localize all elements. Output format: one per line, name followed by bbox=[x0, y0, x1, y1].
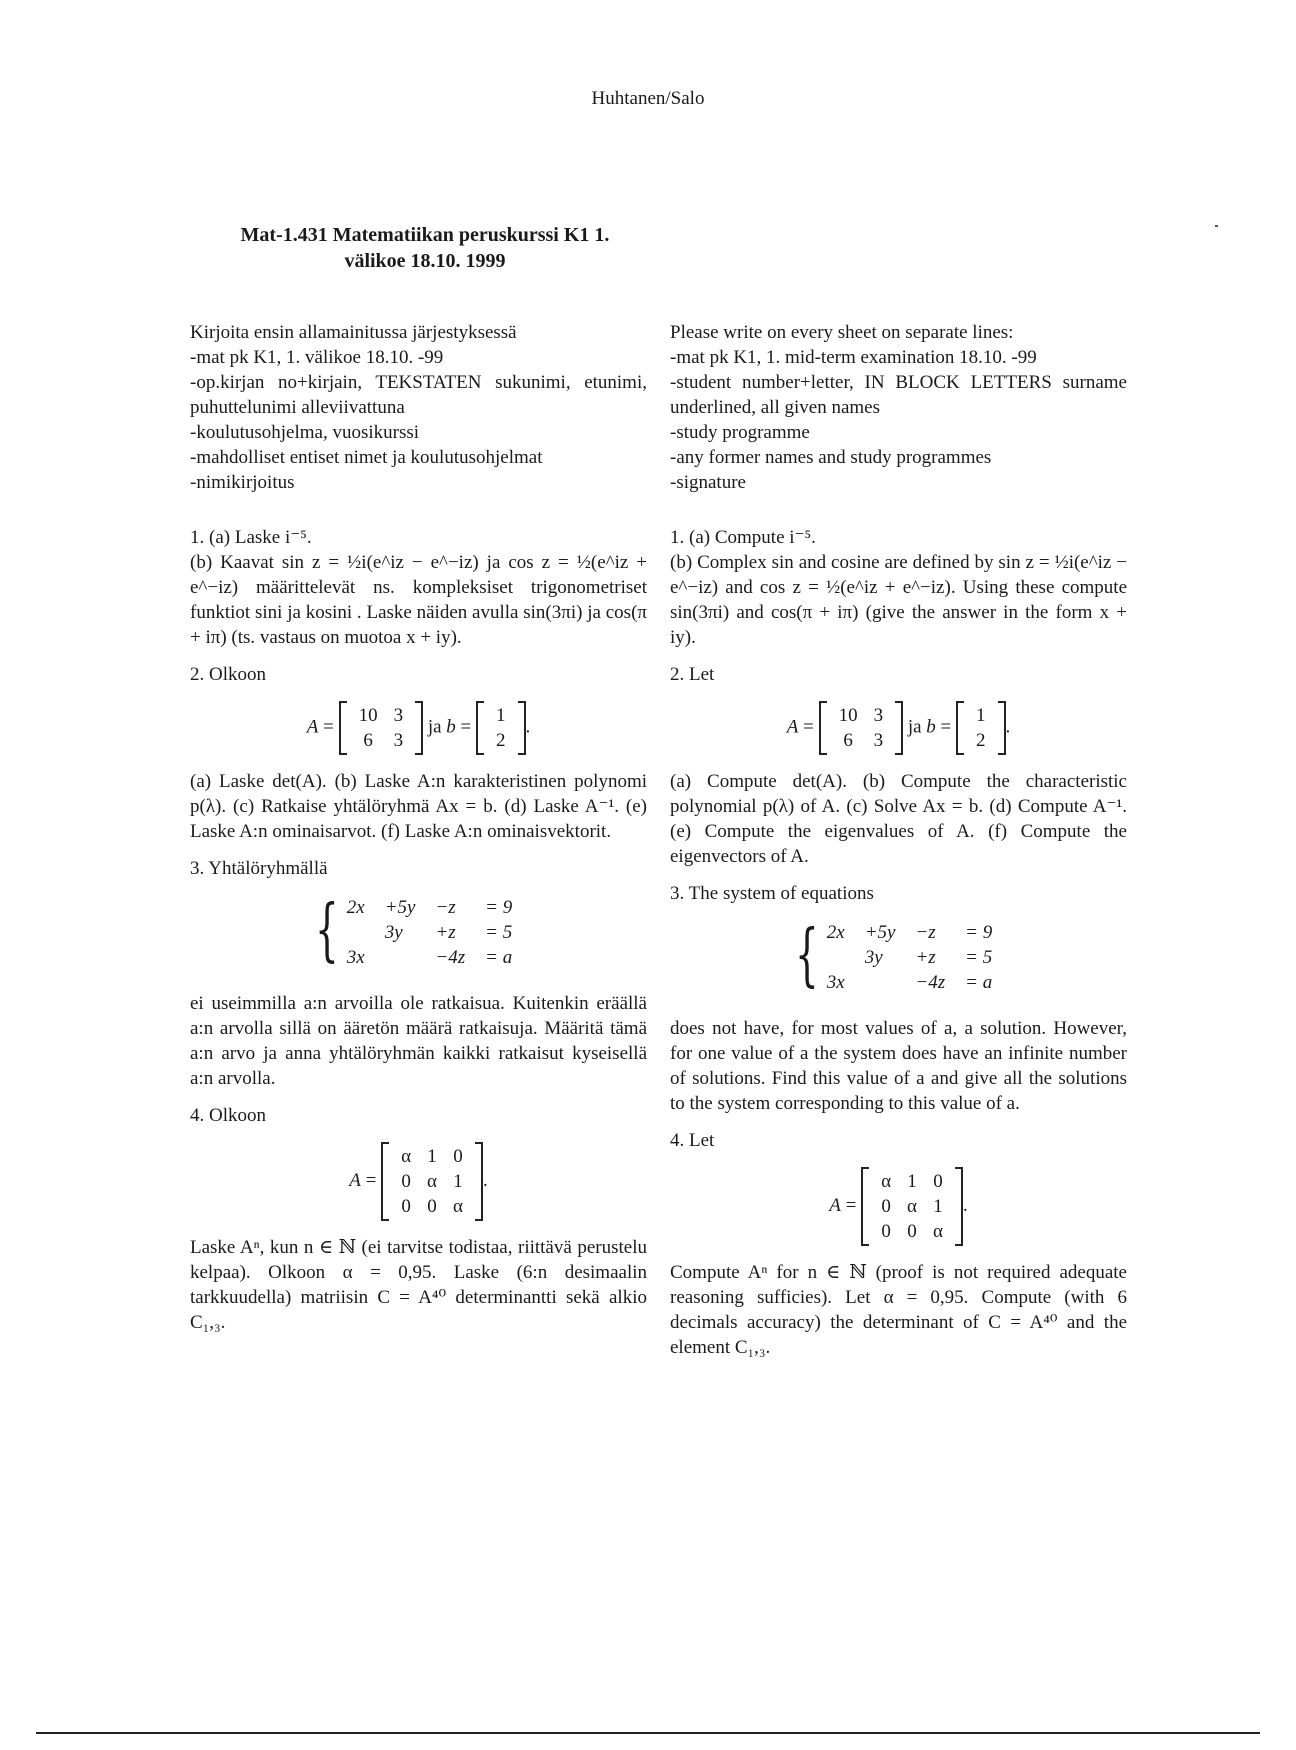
system-cell: = 9 bbox=[965, 922, 993, 943]
system-cell: +5y bbox=[384, 897, 416, 918]
en-intro-line: -signature bbox=[670, 472, 746, 493]
en-intro-line: Please write on every sheet on separate lines: bbox=[670, 322, 1014, 343]
matrix_A4-cell: α bbox=[401, 1146, 412, 1167]
system-cell: +5y bbox=[864, 922, 896, 943]
system-cell: = 9 bbox=[485, 897, 513, 918]
fi-question-2-intro: 2. Olkoon bbox=[190, 664, 266, 685]
fi-question-1b: (b) Kaavat sin z = ½i(e^iz − e^−iz) ja cos z = ½(e^iz + e^−iz) määrittelevät ns. kompleksiset trigonometriset funktiot sini ja kosini . Laske näiden avulla sin(3πi) ja cos(π + iπ) (ts. vastaus on muotoa x + iy). bbox=[190, 552, 647, 648]
fi-intro-line: -op.kirjan no+kirjain, TEKSTATEN sukunimi, etunimi, puhuttelunimi alleviivattuna bbox=[190, 372, 647, 418]
fi-equation-system: { 2x +5y −z = 9 3y +z = 5 3x −4z = a bbox=[190, 895, 647, 977]
fi-question-2-text: (a) Laske det(A). (b) Laske A:n karakteristinen polynomi p(λ). (c) Ratkaise yhtälöryhmä Ax = b. (d) Laske A⁻¹. (e) Laske A:n ominaisarvot. (f) Laske A:n ominaisvektorit. bbox=[190, 771, 647, 842]
system-cell: −z bbox=[915, 922, 936, 943]
en-question-3-intro: 3. The system of equations bbox=[670, 883, 874, 904]
vector_b-cell: 2 bbox=[496, 730, 506, 751]
fi-intro-line: -nimikirjoitus bbox=[190, 472, 295, 493]
matrix_A4-cell: 0 bbox=[453, 1146, 463, 1167]
en-matrix-A4: A = α 1 0 0 α 1 0 0 α . bbox=[670, 1167, 1127, 1246]
fi-intro-line: -koulutusohjelma, vuosikurssi bbox=[190, 422, 420, 443]
margin-mark bbox=[1215, 225, 1218, 227]
matrix_A4-cell: α bbox=[933, 1221, 943, 1242]
matrix_A4-cell: 0 bbox=[881, 1196, 891, 1217]
english-column bbox=[670, 320, 1127, 1360]
en-question-3-text: does not have, for most values of a, a solution. However, for one value of a the system does have an infinite number of solutions. Find this value of a and give all the solutions to the system corresponding to this value of a. bbox=[670, 1018, 1127, 1114]
matrix_A2-cell: 3 bbox=[393, 730, 404, 751]
exam-title-line1: Mat-1.431 Matematiikan peruskurssi K1 1. bbox=[240, 224, 610, 246]
system-cell: = a bbox=[965, 972, 993, 993]
vector-b bbox=[476, 701, 526, 755]
en-equation-system: { 2x +5y −z = 9 3y +z = 5 3x −4z = a bbox=[670, 920, 1127, 1002]
system-cell: = 5 bbox=[485, 922, 513, 943]
matrix-A bbox=[339, 701, 424, 755]
system-cell: 3y bbox=[864, 947, 883, 968]
system-cell bbox=[855, 970, 906, 995]
fi-intro bbox=[190, 320, 647, 495]
matrix_A4-cell: α bbox=[427, 1171, 438, 1192]
bottom-rule bbox=[36, 1732, 1260, 1734]
fi-question-3-intro: 3. Yhtälöryhmällä bbox=[190, 858, 328, 879]
matrix_A4-cell: 0 bbox=[427, 1196, 437, 1217]
fi-matrix-equation: A = 10 3 6 3 ja b = 1 2 . bbox=[190, 701, 647, 755]
vector_b-cell: 1 bbox=[976, 705, 986, 726]
matrix_A2-cell: 3 bbox=[873, 730, 884, 751]
en-question-2-intro: 2. Let bbox=[670, 664, 715, 685]
fi-matrix-A4: A = α 1 0 0 α 1 0 0 α . bbox=[190, 1142, 647, 1221]
en-intro bbox=[670, 320, 1127, 495]
system-cell: −4z bbox=[915, 972, 946, 993]
en-question-1b: (b) Complex sin and cosine are defined by sin z = ½i(e^iz − e^−iz) and cos z = ½(e^iz + e^−iz). Using these compute sin(3πi) and cos(π + iπ) (give the answer in the form x + iy). bbox=[670, 552, 1127, 648]
matrix_A4-cell: 1 bbox=[453, 1171, 463, 1192]
system-cell bbox=[337, 920, 375, 945]
matrix_A2-cell: 10 bbox=[358, 705, 378, 726]
matrix_A4-cell: α bbox=[907, 1196, 918, 1217]
matrix_A2-cell: 3 bbox=[393, 705, 404, 726]
system-cell: −z bbox=[435, 897, 456, 918]
matrix_A4-cell: 1 bbox=[907, 1171, 917, 1192]
matrix_A2-cell: 10 bbox=[838, 705, 858, 726]
en-question-4-intro: 4. Let bbox=[670, 1130, 715, 1151]
system-cell: 2x bbox=[826, 922, 845, 943]
system-cell: 3x bbox=[826, 972, 845, 993]
fi-question-3-text: ei useimmilla a:n arvoilla ole ratkaisua. Kuitenkin eräällä a:n arvolla sillä on ääretön määrä ratkaisuja. Määritä tämä a:n arvo ja anna yhtälöryhmän kaikki ratkaisut kyseisellä a:n arvolla. bbox=[190, 993, 647, 1089]
fi-question-4-text: Laske Aⁿ, kun n ∈ ℕ (ei tarvitse todistaa, riittävä perustelu kelpaa). Olkoon α = 0,95. Laske (6:n desimaalin tarkkuudella) matriisin C = A⁴⁰ determinantti sekä alkio C₁,₃. bbox=[190, 1237, 647, 1333]
system-cell: = a bbox=[485, 947, 513, 968]
page-header: Huhtanen/Salo bbox=[591, 88, 705, 109]
en-matrix-equation: A = 10 3 6 3 ja b = 1 2 . bbox=[670, 701, 1127, 755]
matrix_A4-cell: 1 bbox=[427, 1146, 437, 1167]
matrix_A2-cell: 3 bbox=[873, 705, 884, 726]
matrix_A4-cell: 1 bbox=[933, 1196, 943, 1217]
system-cell: = 5 bbox=[965, 947, 993, 968]
fi-intro-line: -mat pk K1, 1. välikoe 18.10. -99 bbox=[190, 347, 444, 368]
matrix_A4-cell: α bbox=[881, 1171, 892, 1192]
vector_b-cell: 2 bbox=[976, 730, 986, 751]
exam-title bbox=[190, 222, 660, 274]
system-cell: −4z bbox=[435, 947, 466, 968]
matrix_A4-cell: 0 bbox=[907, 1221, 917, 1242]
matrix_A4-cell: α bbox=[453, 1196, 463, 1217]
en-intro-line: -any former names and study programmes bbox=[670, 447, 992, 468]
system-cell bbox=[817, 945, 855, 970]
en-intro-line: -mat pk K1, 1. mid-term examination 18.10. -99 bbox=[670, 347, 1037, 368]
fi-question-4-intro: 4. Olkoon bbox=[190, 1105, 266, 1126]
en-question-2-text: (a) Compute det(A). (b) Compute the characteristic polynomial p(λ) of A. (c) Solve Ax = b. (d) Compute A⁻¹. (e) Compute the eigenvalues of A. (f) Compute the eigenvectors of A. bbox=[670, 771, 1127, 867]
en-intro-line: -study programme bbox=[670, 422, 810, 443]
matrix_A2-cell: 6 bbox=[843, 730, 853, 751]
matrix_A2-cell: 6 bbox=[363, 730, 373, 751]
system-cell: +z bbox=[915, 947, 936, 968]
system-cell: 3y bbox=[384, 922, 403, 943]
fi-intro-line: -mahdolliset entiset nimet ja koulutusohjelmat bbox=[190, 447, 543, 468]
vector_b-cell: 1 bbox=[496, 705, 506, 726]
system-cell: +z bbox=[435, 922, 456, 943]
matrix_A4-cell: 0 bbox=[881, 1221, 891, 1242]
finnish-column bbox=[190, 320, 647, 1335]
exam-title-line2: välikoe 18.10. 1999 bbox=[344, 250, 506, 272]
system-cell: 2x bbox=[346, 897, 365, 918]
system-cell: 3x bbox=[346, 947, 365, 968]
matrix_A4-cell: 0 bbox=[401, 1196, 411, 1217]
system-cell bbox=[375, 945, 426, 970]
en-question-1a: 1. (a) Compute i⁻⁵. bbox=[670, 527, 816, 548]
matrix_A4-cell: 0 bbox=[933, 1171, 943, 1192]
matrix_A4-cell: 0 bbox=[401, 1171, 411, 1192]
en-question-4-text: Compute Aⁿ for n ∈ ℕ (proof is not required adequate reasoning sufficies). Let α = 0,95. Compute (with 6 decimals accuracy) the determinant of C = A⁴⁰ and the element C₁,₃. bbox=[670, 1262, 1127, 1358]
fi-question-1a: 1. (a) Laske i⁻⁵. bbox=[190, 527, 312, 548]
fi-intro-line: Kirjoita ensin allamainitussa järjestyksessä bbox=[190, 322, 517, 343]
en-intro-line: -student number+letter, IN BLOCK LETTERS surname underlined, all given names bbox=[670, 372, 1127, 418]
